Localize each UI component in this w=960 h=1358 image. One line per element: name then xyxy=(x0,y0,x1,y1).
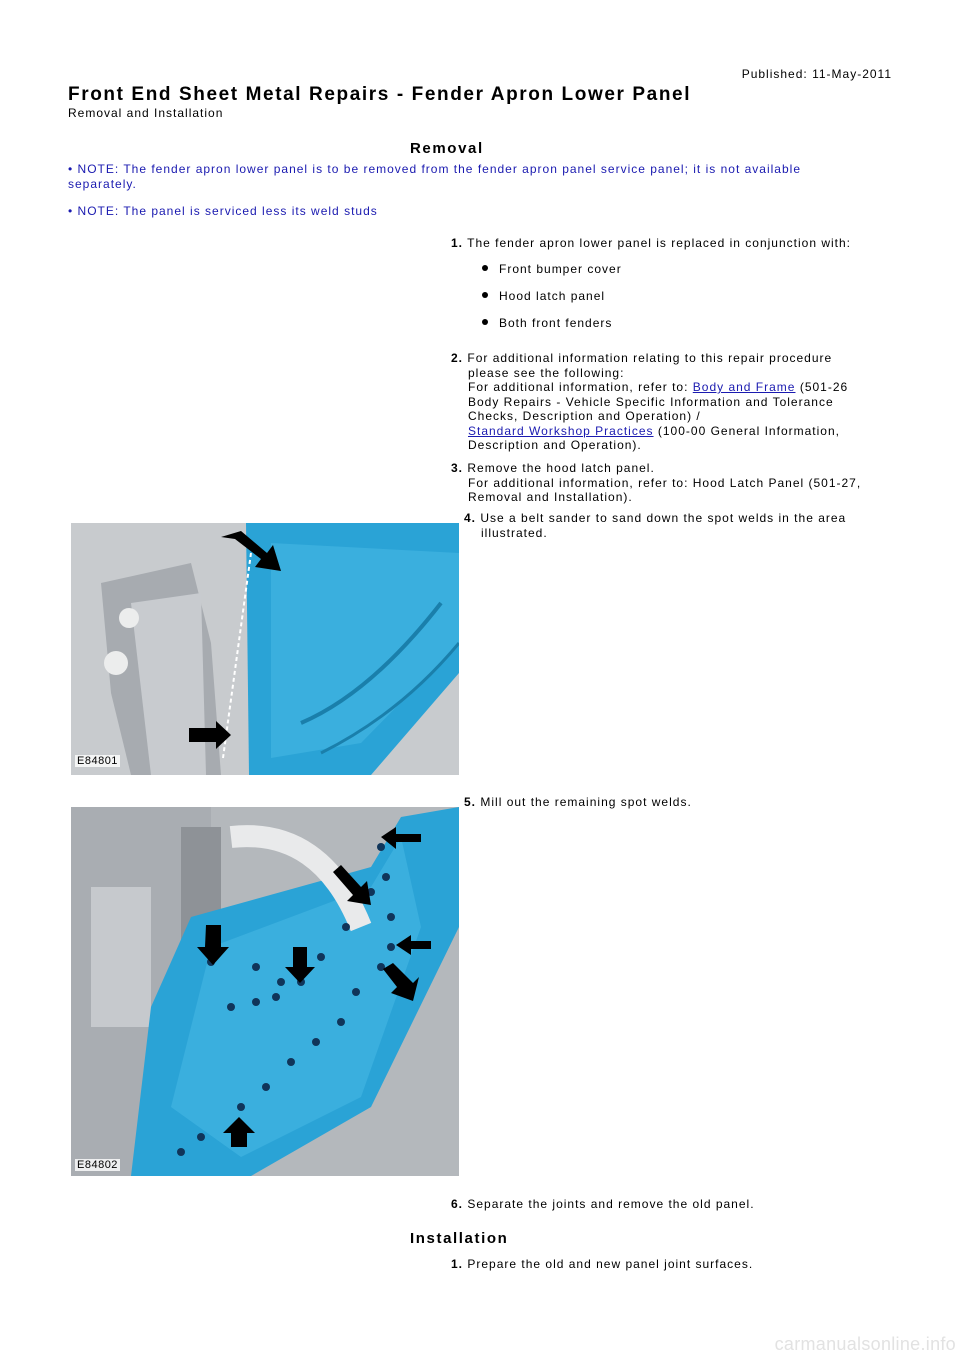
step-6-number: 6. xyxy=(451,1197,464,1211)
bullet-item: Both front fenders xyxy=(482,316,612,330)
note-1-line-1: • NOTE: The fender apron lower panel is to be removed from the fender apron panel service panel; it is not available xyxy=(68,162,801,176)
step-5-number: 5. xyxy=(464,795,477,809)
bullet-item: Hood latch panel xyxy=(482,289,605,303)
bullet-icon xyxy=(482,265,488,271)
bullet-icon xyxy=(482,319,488,325)
standard-workshop-practices-link[interactable]: Standard Workshop Practices xyxy=(468,423,654,438)
note-1 xyxy=(68,162,801,192)
published-date: Published: 11-May-2011 xyxy=(741,67,892,81)
bullet-icon xyxy=(482,292,488,298)
step-1 xyxy=(451,236,851,251)
note-1-line-2: separately. xyxy=(68,177,137,191)
spot-weld-milling-illustration xyxy=(71,807,459,1176)
removal-heading: Removal xyxy=(410,140,484,157)
figure-e84802 xyxy=(71,807,459,1176)
step-4-number: 4. xyxy=(464,511,477,525)
figure-id-e84802: E84802 xyxy=(77,1159,118,1171)
step-4: 4. Use a belt sander to sand down the spot welds in the area illustrated. xyxy=(464,511,847,540)
installation-step-1: 1. Prepare the old and new panel joint surfaces. xyxy=(451,1257,754,1271)
page-title: Front End Sheet Metal Repairs - Fender Apron Lower Panel xyxy=(68,84,692,105)
step-2: 2. For additional information relating to this repair procedure please see the following: For additional information, refer to: Body and Frame (501-26 Body Repairs - Vehicle Specific Information and Tolerance Checks, Description and Operation) / Standard Workshop Practices (100-00 General Information, Description and Operation). xyxy=(451,351,849,452)
step-6: 6. Separate the joints and remove the old panel. xyxy=(451,1197,755,1211)
step-1-text: The fender apron lower panel is replaced in conjunction with: xyxy=(467,236,851,250)
step-3: 3. Remove the hood latch panel. For additional information, refer to: Hood Latch Panel (501-27, Removal and Installation). xyxy=(451,461,862,504)
figure-e84801 xyxy=(71,523,459,775)
body-and-frame-link[interactable]: Body and Frame xyxy=(692,380,796,394)
installation-heading: Installation xyxy=(410,1230,509,1247)
note-2: • NOTE: The panel is serviced less its weld studs xyxy=(68,204,378,218)
step-3-number: 3. xyxy=(451,461,464,475)
step-2-number: 2. xyxy=(451,351,464,365)
figure-id-e84801: E84801 xyxy=(77,755,118,767)
page-subtitle: Removal and Installation xyxy=(68,106,224,120)
bullet-item: Front bumper cover xyxy=(482,262,622,276)
watermark: carmanualsonline.info xyxy=(774,1334,956,1354)
step-5: 5. Mill out the remaining spot welds. xyxy=(464,795,692,809)
step-1-number: 1. xyxy=(451,236,464,250)
fender-apron-sanding-illustration xyxy=(71,523,459,775)
installation-step-1-number: 1. xyxy=(451,1257,464,1271)
